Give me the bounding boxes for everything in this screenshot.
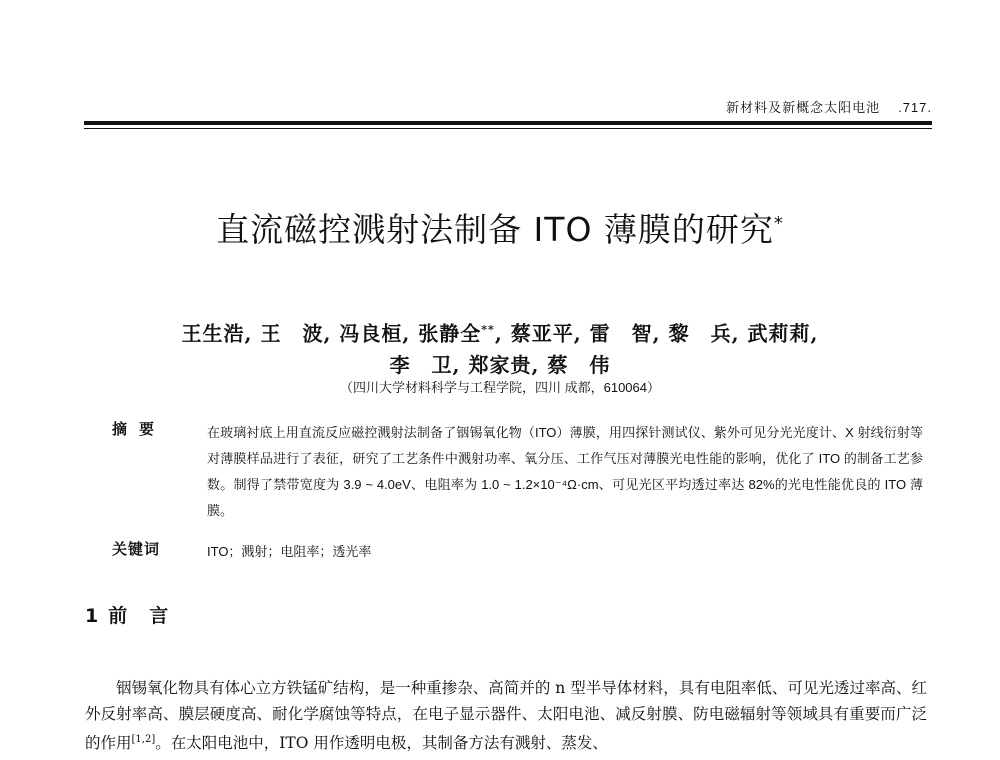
abstract-label: 摘要 — [112, 420, 167, 438]
keywords-label: 关键词 — [112, 540, 161, 558]
section-heading — [85, 601, 190, 628]
journal-section-title: 新材料及新概念太阳电池 — [726, 101, 881, 116]
affiliation: （四川大学材料科学与工程学院，四川 成都，610064） — [340, 380, 660, 395]
page-number: .717. — [898, 100, 932, 115]
title-footnote-mark: * — [773, 213, 784, 234]
author-list — [0, 314, 1000, 381]
authors-part-b: , 蔡亚平, 雷 智, 黎 兵, 武莉莉, — [494, 321, 819, 346]
header-rule-thin — [84, 128, 932, 129]
author-line-1 — [0, 314, 1000, 350]
section-number: 1 — [85, 605, 99, 627]
header-rule-thick — [84, 121, 932, 125]
abstract-text: 在玻璃衬底上用直流反应磁控溅射法制备了铟锡氧化物（ITO）薄膜，用四探针测试仪、紫外可见分光光度计、X 射线衍射等对薄膜样品进行了表征，研究了工艺条件中溅射功率、氧分压、工作气压对薄膜光电性能的影响，优化了 ITO 的制备工艺参数。制得了禁带宽度为 3.9 ~ 4.0eV、电阻率为 1.0 ~ 1.2×10⁻⁴Ω·cm、可见光区平均透过率达 82%的光电性能优良的 ITO 薄膜。 — [207, 425, 923, 518]
running-header — [0, 97, 932, 116]
paper-title-text: 直流磁控溅射法制备 ITO 薄膜的研究 — [216, 210, 774, 249]
corresponding-author-mark: ** — [481, 323, 495, 336]
body-paragraph — [85, 676, 927, 757]
author-line-2: 李 卫, 郑家贵, 蔡 伟 — [389, 352, 611, 377]
body-text-part-b: 。在太阳电池中，ITO 用作透明电极，其制备方法有溅射、蒸发、 — [155, 734, 608, 753]
paper-title — [0, 204, 1000, 251]
section-title: 前言 — [108, 605, 191, 627]
keywords-text: ITO；溅射；电阻率；透光率 — [207, 544, 372, 559]
authors-part-a: 王生浩, 王 波, 冯良桓, 张静全 — [181, 321, 482, 346]
body-text-part-a: 铟锡氧化物具有体心立方铁锰矿结构，是一种重掺杂、高简并的 n 型半导体材料，具有电阻率低、可见光透过率高、红外反射率高、膜层硬度高、耐化学腐蚀等特点，在电子显示器件、太阳电池、减反射膜、防电磁辐射等领域具有重要而广泛的作用 — [85, 679, 927, 753]
citation: [1,2] — [131, 734, 156, 745]
